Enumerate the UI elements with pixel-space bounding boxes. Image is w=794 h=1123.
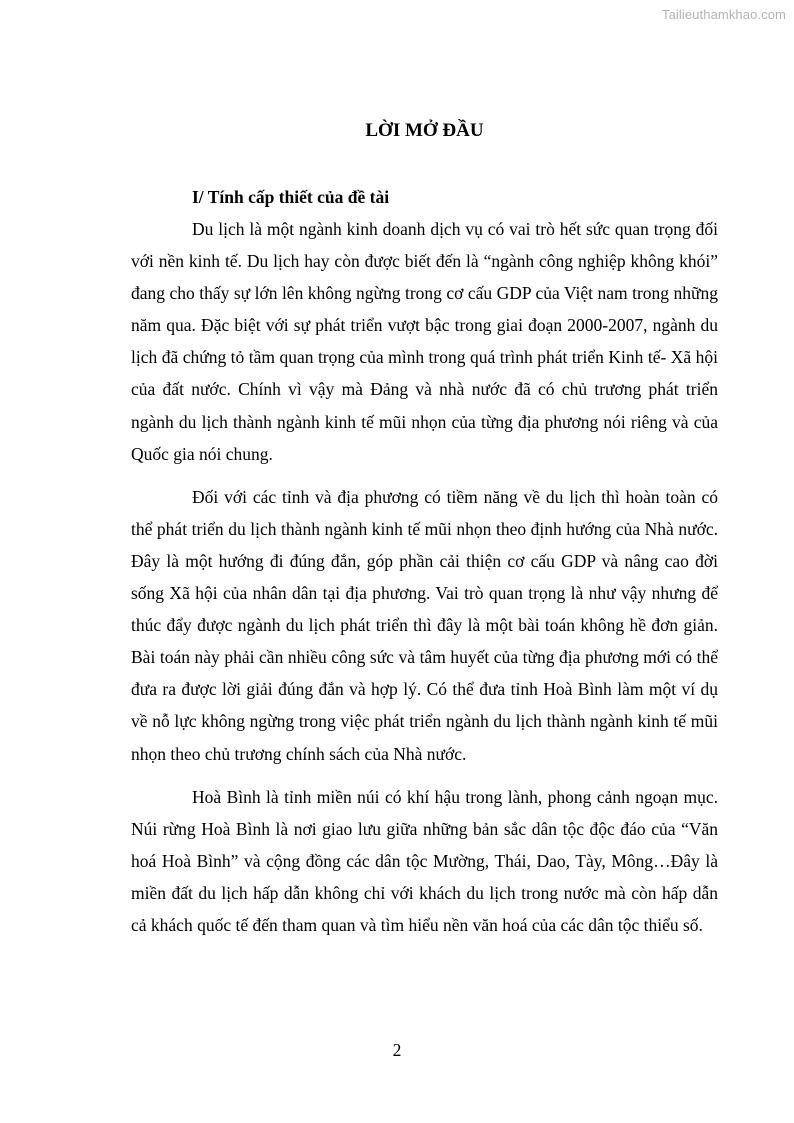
page-number: 2: [392, 1040, 402, 1060]
document-body: [131, 112, 718, 941]
paragraph-3: Hoà Bình là tỉnh miền núi có khí hậu trong lành, phong cảnh ngoạn mục. Núi rừng Hoà Bình là nơi giao lưu giữa những bản sắc dân tộc độc đáo của “Văn hoá Hoà Bình” và cộng đồng các dân tộc Mường, Thái, Dao, Tày, Mông…Đây là miền đất du lịch hấp dẫn không chỉ với khách du lịch trong nước mà còn hấp dẫn cả khách quốc tế đến tham quan và tìm hiểu nền văn hoá của các dân tộc thiểu số.: [131, 786, 718, 935]
watermark: Tailieuthamkhao.com: [661, 7, 786, 22]
section-heading: I/ Tính cấp thiết của đề tài: [192, 187, 390, 207]
page-title: LỜI MỞ ĐẦU: [365, 120, 484, 141]
paragraph-1: Du lịch là một ngành kinh doanh dịch vụ có vai trò hết sức quan trọng đối với nền kinh tế. Du lịch hay còn được biết đến là “ngành công nghiệp không khói” đang cho thấy sự lớn lên không ngừng trong cơ cấu GDP của Việt nam trong những năm qua. Đặc biệt với sự phát triển vượt bậc trong giai đoạn 2000-2007, ngành du lịch đã chứng tỏ tầm quan trọng của mình trong quá trình phát triển Kinh tế- Xã hội của đất nước. Chính vì vậy mà Đảng và nhà nước đã có chủ trương phát triển ngành du lịch thành ngành kinh tế mũi nhọn của từng địa phương nói riêng và của Quốc gia nói chung.: [131, 219, 718, 464]
paragraph-2: Đối với các tỉnh và địa phương có tiềm năng về du lịch thì hoàn toàn có thể phát triển du lịch thành ngành kinh tế mũi nhọn theo định hướng của Nhà nước. Đây là một hướng đi đúng đắn, góp phần cải thiện cơ cấu GDP và nâng cao đời sống Xã hội của nhân dân tại địa phương. Vai trò quan trọng là như vậy nhưng để thúc đẩy được ngành du lịch phát triển thì đây là một bài toán không hề đơn giản. Bài toán này phải cần nhiều công sức và tâm huyết của từng địa phương mới có thể đưa ra được lời giải đúng đắn và hợp lý. Có thể đưa tỉnh Hoà Bình làm một ví dụ về nỗ lực không ngừng trong việc phát triển ngành du lịch thành ngành kinh tế mũi nhọn theo chủ trương chính sách của Nhà nước.: [131, 486, 718, 764]
